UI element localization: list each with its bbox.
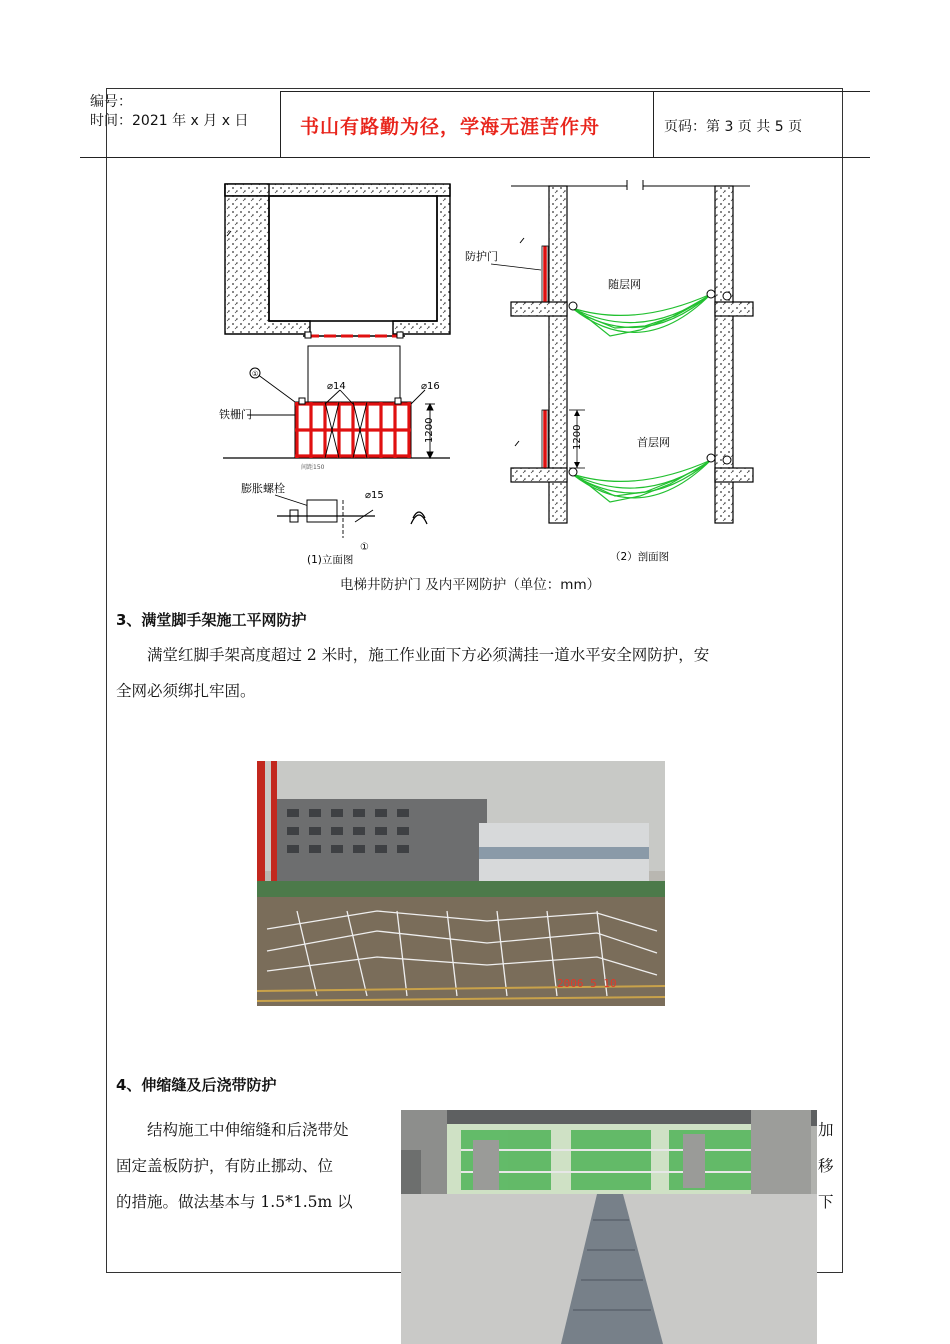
line-end-char: 下	[818, 1193, 834, 1211]
section-4-heading: 4、伸缩缝及后浇带防护	[116, 1076, 277, 1094]
plan-view	[225, 184, 450, 338]
diagram-caption: 电梯井防护门 及内平网防护（单位：mm）	[340, 577, 601, 593]
header-separator	[280, 91, 281, 157]
label-iron-gate: 铁栅门	[219, 408, 252, 421]
expansion-joint-photo	[401, 1110, 817, 1344]
label-spacing: 间距150	[301, 464, 325, 471]
photo-date-stamp: 2006 5 10	[557, 977, 617, 990]
label-expansion-bolt: 膨胀螺栓	[241, 482, 285, 495]
section-3-body	[116, 637, 838, 709]
left-subcaption: (1)立面图	[307, 554, 354, 566]
line-end-char: 加	[818, 1121, 834, 1139]
label-floor-net: 随层网	[608, 278, 641, 291]
callout-number: ①	[360, 542, 369, 553]
header-rule-top	[280, 91, 870, 92]
line-end-char: 移	[818, 1157, 834, 1175]
label-d14: ⌀14	[327, 381, 346, 392]
label-height: 1200	[572, 424, 583, 450]
label-guard-door: 防护门	[465, 250, 498, 263]
section-3-line: 全网必须绑扎牢固。	[116, 682, 256, 700]
page-number: 页码：第 3 页 共 5 页	[664, 119, 803, 135]
document-number: 编号：	[90, 94, 132, 110]
label-d15: ⌀15	[365, 490, 384, 501]
header-motto: 书山有路勤为径，学海无涯苦作舟	[300, 116, 601, 138]
label-height: 1200	[424, 417, 435, 443]
section-4-line: 结构施工中伸缩缝和后浇带处	[147, 1121, 349, 1139]
section-3-heading: 3、满堂脚手架施工平网防护	[116, 611, 307, 629]
iron-gate-elevation	[219, 346, 450, 566]
elevator-shaft-diagram	[215, 178, 760, 570]
document-date: 时间：2021 年 x 月 x 日	[90, 113, 249, 129]
page-frame-top	[106, 88, 843, 89]
header-meta	[90, 93, 248, 131]
section-4-line: 固定盖板防护，有防止挪动、位	[116, 1157, 334, 1175]
callout-number: ①	[252, 370, 259, 378]
header-rule-bottom	[80, 157, 870, 158]
section-3-line: 满堂红脚手架高度超过 2 米时，施工作业面下方必须满挂一道水平安全网防护，安	[147, 646, 710, 664]
section-4-line-ends	[818, 1112, 834, 1220]
label-first-net: 首层网	[637, 436, 670, 449]
page-frame-left	[106, 88, 107, 1273]
right-subcaption: （2）剖面图	[610, 551, 670, 563]
label-d16: ⌀16	[421, 381, 440, 392]
header-separator	[653, 91, 654, 157]
page-frame-right	[842, 88, 843, 1273]
section-4-line: 的措施。做法基本与 1.5*1.5m 以	[116, 1193, 353, 1211]
scaffold-net-photo	[257, 761, 665, 1006]
section-view	[465, 180, 753, 563]
